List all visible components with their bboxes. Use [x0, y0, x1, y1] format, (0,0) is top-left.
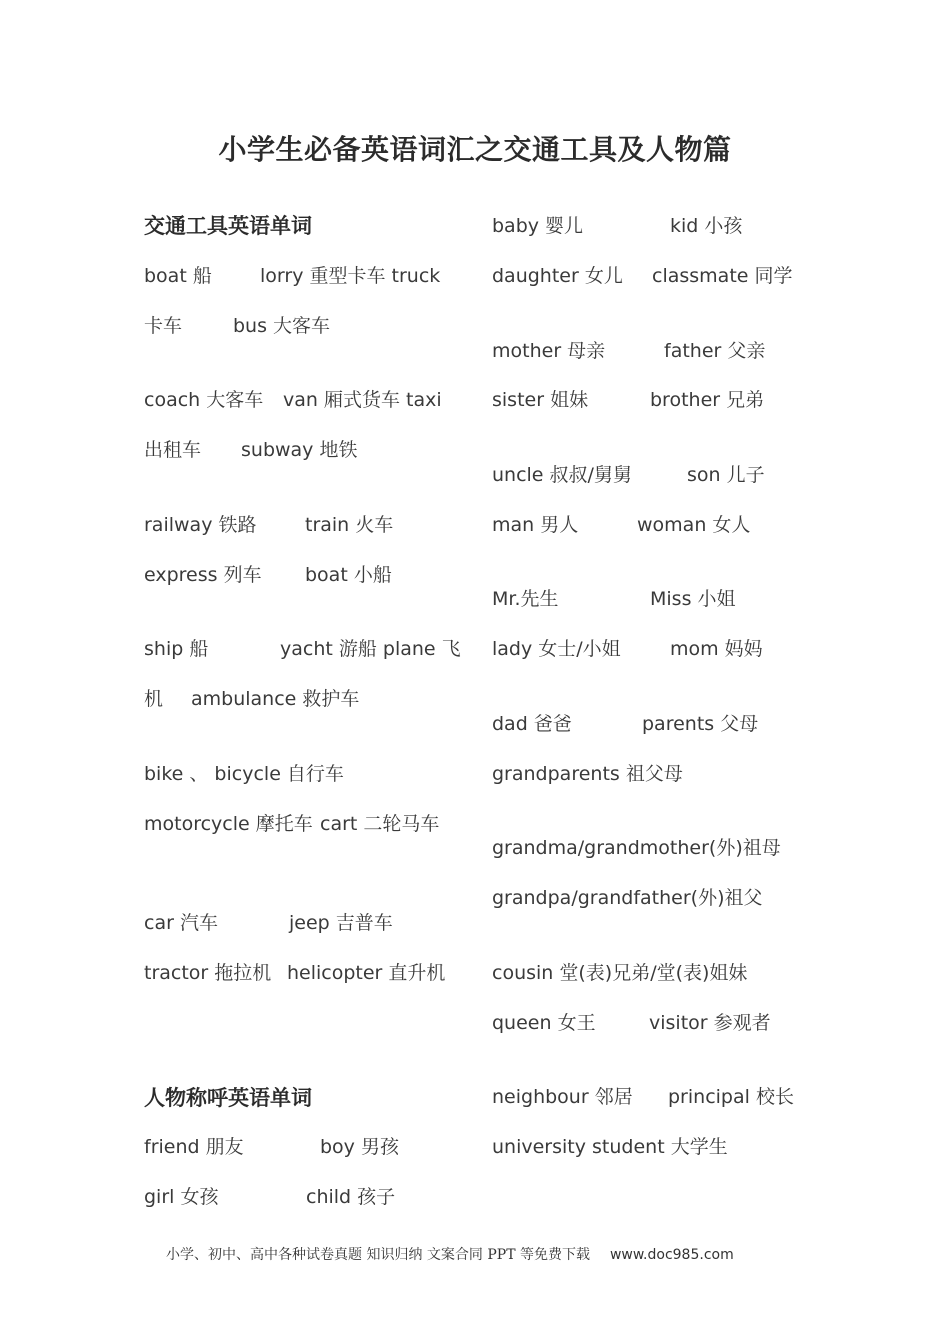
vocab-item: van 厢式货车 taxi — [283, 389, 442, 411]
vocab-item: neighbour 邻居 — [492, 1086, 633, 1108]
vocab-item: bus 大客车 — [233, 315, 331, 337]
page-title: 小学生必备英语词汇之交通工具及人物篇 — [218, 133, 732, 166]
vocab-item: yacht 游船 plane 飞 — [280, 638, 461, 660]
page-footer — [166, 1244, 734, 1264]
vocab-item: 卡车 — [144, 315, 183, 337]
vocab-item: university student 大学生 — [492, 1136, 728, 1158]
vocab-item: lady 女士/小姐 — [492, 638, 621, 660]
vocab-item: visitor 参观者 — [649, 1012, 771, 1034]
vocab-item: jeep 吉普车 — [289, 912, 393, 934]
vocab-item: grandparents 祖父母 — [492, 763, 683, 785]
vocab-item: railway 铁路 — [144, 514, 257, 536]
vocab-item: car 汽车 — [144, 912, 218, 934]
vocab-item: helicopter 直升机 — [287, 962, 446, 984]
footer-text: 小学、初中、高中各种试卷真题 知识归纳 文案合同 PPT 等免费下载 — [166, 1247, 590, 1263]
vocab-item: 出租车 — [144, 439, 202, 461]
vocab-item: boat 小船 — [305, 564, 392, 586]
vocab-item: queen 女王 — [492, 1012, 596, 1034]
vocab-item: cousin 堂(表)兄弟/堂(表)姐妹 — [492, 962, 748, 984]
vocab-item: bike 、 bicycle 自行车 — [144, 763, 344, 785]
vocab-item: kid 小孩 — [670, 215, 743, 237]
vocab-item: ship 船 — [144, 638, 209, 660]
vocab-item: child 孩子 — [306, 1186, 396, 1208]
vocab-item: baby 婴儿 — [492, 215, 584, 237]
vocab-item: dad 爸爸 — [492, 713, 572, 735]
vocab-item: brother 兄弟 — [650, 389, 765, 411]
vocab-item: grandma/grandmother(外)祖母 — [492, 837, 781, 859]
vocab-item: Mr.先生 — [492, 588, 559, 610]
footer-url[interactable]: www.doc985.com — [609, 1247, 734, 1263]
vocab-item: classmate 同学 — [652, 265, 793, 287]
vocab-item: girl 女孩 — [144, 1186, 219, 1208]
transport-heading: 交通工具英语单词 — [144, 214, 312, 238]
vocab-item: 机 — [144, 688, 164, 710]
people-heading: 人物称呼英语单词 — [144, 1086, 312, 1110]
vocab-item: motorcycle 摩托车 — [144, 813, 313, 835]
vocab-item: uncle 叔叔/舅舅 — [492, 464, 632, 486]
vocab-item: ambulance 救护车 — [191, 688, 360, 710]
vocab-item: mother 母亲 — [492, 340, 606, 362]
vocab-item: parents 父母 — [642, 713, 759, 735]
vocab-item: boat 船 — [144, 265, 212, 287]
vocab-item: daughter 女儿 — [492, 265, 623, 287]
vocab-item: son 儿子 — [687, 464, 765, 486]
vocab-item: Miss 小姐 — [650, 588, 736, 610]
vocab-item: coach 大客车 — [144, 389, 264, 411]
vocab-item: tractor 拖拉机 — [144, 962, 272, 984]
vocab-item: subway 地铁 — [241, 439, 358, 461]
vocab-item: friend 朋友 — [144, 1136, 244, 1158]
vocab-item: mom 妈妈 — [670, 638, 763, 660]
vocab-item: principal 校长 — [668, 1086, 794, 1108]
vocab-item: train 火车 — [305, 514, 394, 536]
vocab-item: grandpa/grandfather(外)祖父 — [492, 887, 763, 909]
vocab-item: lorry 重型卡车 truck — [260, 265, 441, 287]
vocab-item: sister 姐妹 — [492, 389, 589, 411]
vocab-item: cart 二轮马车 — [320, 813, 440, 835]
vocab-item: express 列车 — [144, 564, 262, 586]
vocab-item: father 父亲 — [664, 340, 766, 362]
vocab-item: woman 女人 — [637, 514, 751, 536]
vocab-item: boy 男孩 — [320, 1136, 399, 1158]
vocab-item: man 男人 — [492, 514, 579, 536]
